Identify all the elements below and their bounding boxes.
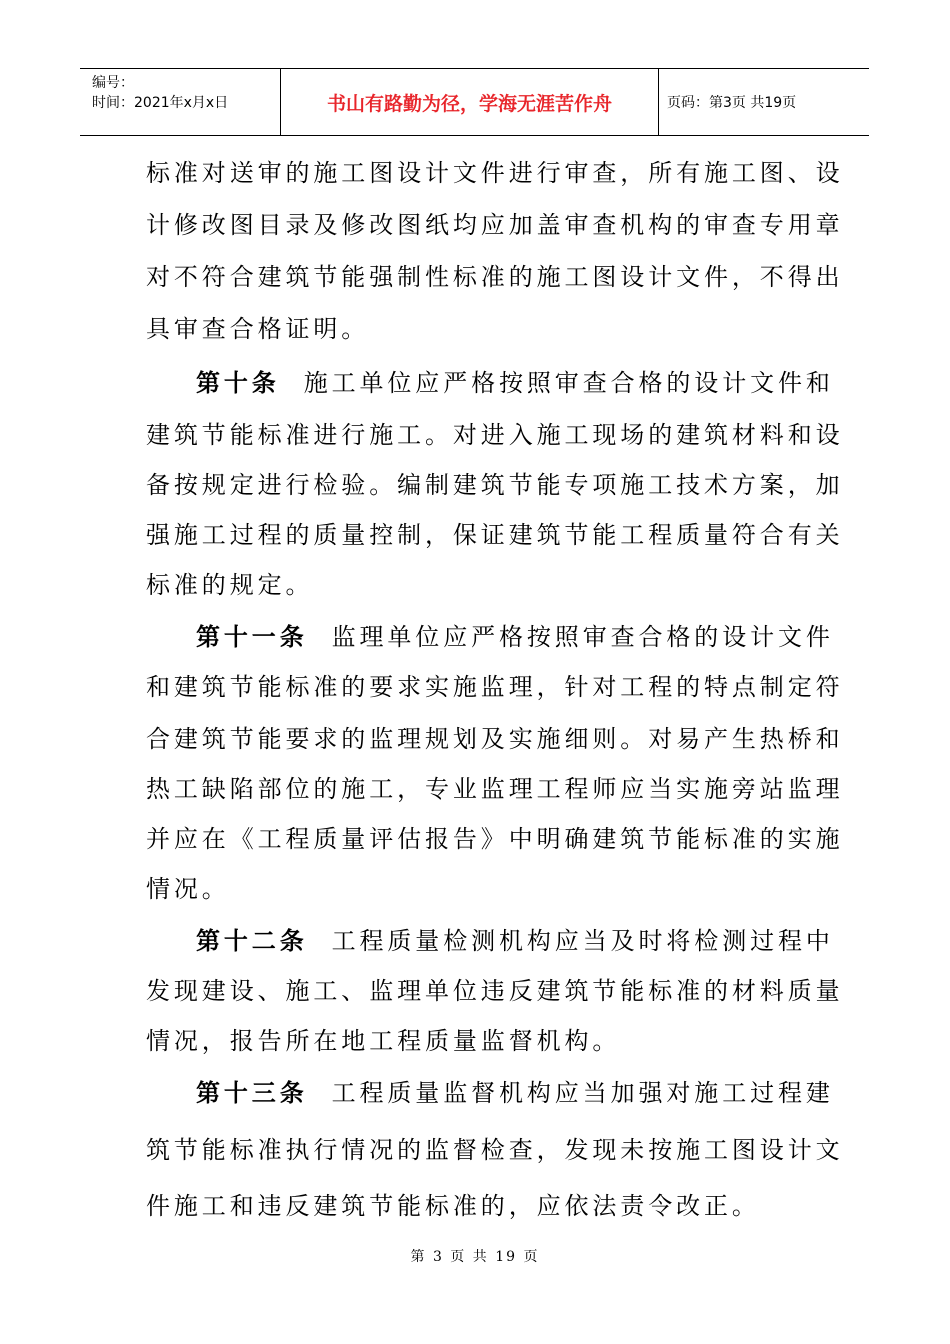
article-13-title: 第十三条 xyxy=(196,1079,308,1107)
body-line: 具审查合格证明。 xyxy=(146,315,370,343)
article-11-text: 监理单位应严格按照审查合格的设计文件 xyxy=(331,623,834,651)
page-header xyxy=(80,68,869,136)
body-line: 标准对送审的施工图设计文件进行审查，所有施工图、设 xyxy=(146,159,844,187)
body-line: 标准的规定。 xyxy=(146,571,314,599)
body-line: 对不符合建筑节能强制性标准的施工图设计文件，不得出 xyxy=(146,263,844,291)
body-line: 热工缺陷部位的施工，专业监理工程师应当实施旁站监理 xyxy=(146,775,844,803)
body-line: 发现建设、施工、监理单位违反建筑节能标准的材料质量 xyxy=(146,977,844,1005)
body-line: 和建筑节能标准的要求实施监理，针对工程的特点制定符 xyxy=(146,673,844,701)
body-line: 件施工和违反建筑节能标准的，应依法责令改正。 xyxy=(146,1192,760,1220)
article-10-title: 第十条 xyxy=(196,369,280,397)
header-page-info: 页码：第3页 共19页 xyxy=(667,95,797,111)
body-line: 筑节能标准执行情况的监督检查，发现未按施工图设计文 xyxy=(146,1136,844,1164)
article-11-title: 第十一条 xyxy=(196,623,308,651)
body-line: 情况。 xyxy=(146,875,230,903)
header-meta xyxy=(80,69,281,135)
page-footer: 第 3 页 共 19 页 xyxy=(410,1249,540,1265)
article-13-first-line xyxy=(196,1078,834,1108)
body-line: 并应在《工程质量评估报告》中明确建筑节能标准的实施 xyxy=(146,825,844,853)
article-13-text: 工程质量监督机构应当加强对施工过程建 xyxy=(331,1079,834,1107)
body-line: 强施工过程的质量控制，保证建筑节能工程质量符合有关 xyxy=(146,521,844,549)
article-10-first-line xyxy=(196,368,834,398)
header-motto: 书山有路勤为径，学海无涯苦作舟 xyxy=(281,69,659,135)
body-line: 备按规定进行检验。编制建筑节能专项施工技术方案，加 xyxy=(146,471,844,499)
article-10-text: 施工单位应严格按照审查合格的设计文件和 xyxy=(303,369,834,397)
number-label: 编号： xyxy=(92,75,134,91)
body-line: 建筑节能标准进行施工。对进入施工现场的建筑材料和设 xyxy=(146,421,844,449)
article-12-text: 工程质量检测机构应当及时将检测过程中 xyxy=(331,927,834,955)
article-12-first-line xyxy=(196,926,834,956)
body-line: 计修改图目录及修改图纸均应加盖审查机构的审查专用章 xyxy=(146,211,844,239)
body-line: 合建筑节能要求的监理规划及实施细则。对易产生热桥和 xyxy=(146,725,844,753)
article-12-title: 第十二条 xyxy=(196,927,308,955)
body-line: 情况，报告所在地工程质量监督机构。 xyxy=(146,1027,621,1055)
time-label: 时间：2021年x月x日 xyxy=(92,95,229,111)
article-11-first-line xyxy=(196,622,834,652)
